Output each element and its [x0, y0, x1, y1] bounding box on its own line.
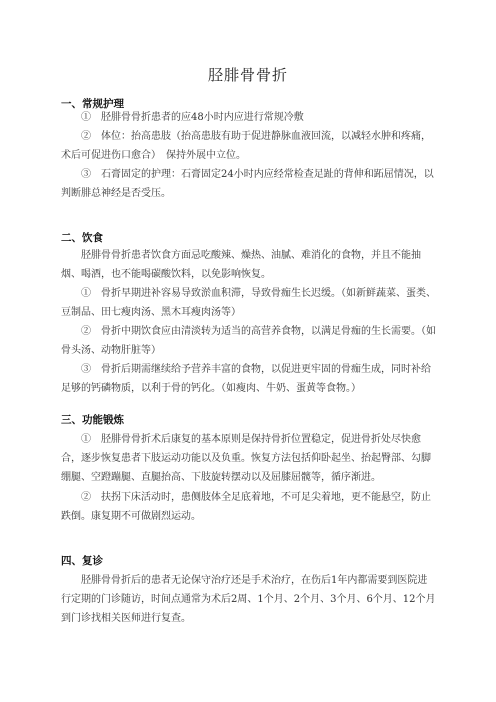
- paragraph: ③ 石膏固定的护理：石膏固定24小时内应经常检查足趾的背伸和跖屈情况，以判断腓总神经是否受压。: [61, 169, 434, 199]
- paragraph: ② 骨折中期饮食应由清淡转为适当的高营养食物，以满足骨痂的生长需要。（如骨头汤、动物肝脏等）: [61, 326, 436, 356]
- section-heading-diet: 二、饮食: [61, 232, 103, 244]
- section-heading-routine-care: 一、常规护理: [61, 98, 124, 110]
- paragraph: ② 体位：抬高患肢（抬高患肢有助于促进静脉血液回流，以减轻水肿和疼痛，术后可促进伤口愈合） 保持外展中立位。: [61, 131, 431, 161]
- paragraph: ③ 骨折后期需继续给予营养丰富的食物，以促进更牢固的骨痂生成，同时补给足够的钙磷物质，以利于骨的钙化。（如瘦肉、牛奶、蛋黄等食物。）: [61, 364, 431, 394]
- paragraph: ① 胫腓骨骨折术后康复的基本原则是保持骨折位置稳定，促进骨折处尽快愈合，逐步恢复患者下肢运动功能以及负重。恢复方法包括仰卧起坐、抬起臀部、勾脚绷腿、空蹬蹦腿、直腿抬高、下肢旋转摆动以及屈膝屈髋等，循序渐进。: [61, 434, 431, 483]
- paragraph: ① 胫腓骨骨折患者的应48小时内应进行常规冷敷: [81, 112, 304, 123]
- paragraph: ② 扶拐下床活动时，患侧肢体全足底着地，不可足尖着地，更不能悬空，防止跌倒。康复期不可做剧烈运动。: [61, 492, 431, 522]
- paragraph: 胫腓骨骨折患者饮食方面忌吃酸辣、燥热、油腻、难消化的食物，并且不能抽烟、喝酒，也不能喝碳酸饮料，以免影响恢复。: [61, 250, 421, 280]
- paragraph: ① 骨折早期进补容易导致淤血积滞，导致骨痂生长迟缓。（如新鲜蔬菜、蛋类、豆制品、田七瘦肉汤、黑木耳瘦肉汤等）: [61, 288, 436, 318]
- paragraph: 胫腓骨骨折后的患者无论保守治疗还是手术治疗，在伤后1年内都需要到医院进行定期的门诊随访，时间点通常为术后2周、1个月、2个月、3个月、6个月、12个月到门诊找相关医师进行复查。: [61, 575, 436, 624]
- section-heading-follow-up: 四、复诊: [61, 555, 103, 567]
- section-heading-exercise: 三、功能锻炼: [61, 414, 124, 426]
- document-title: 胫腓骨骨折: [207, 66, 288, 84]
